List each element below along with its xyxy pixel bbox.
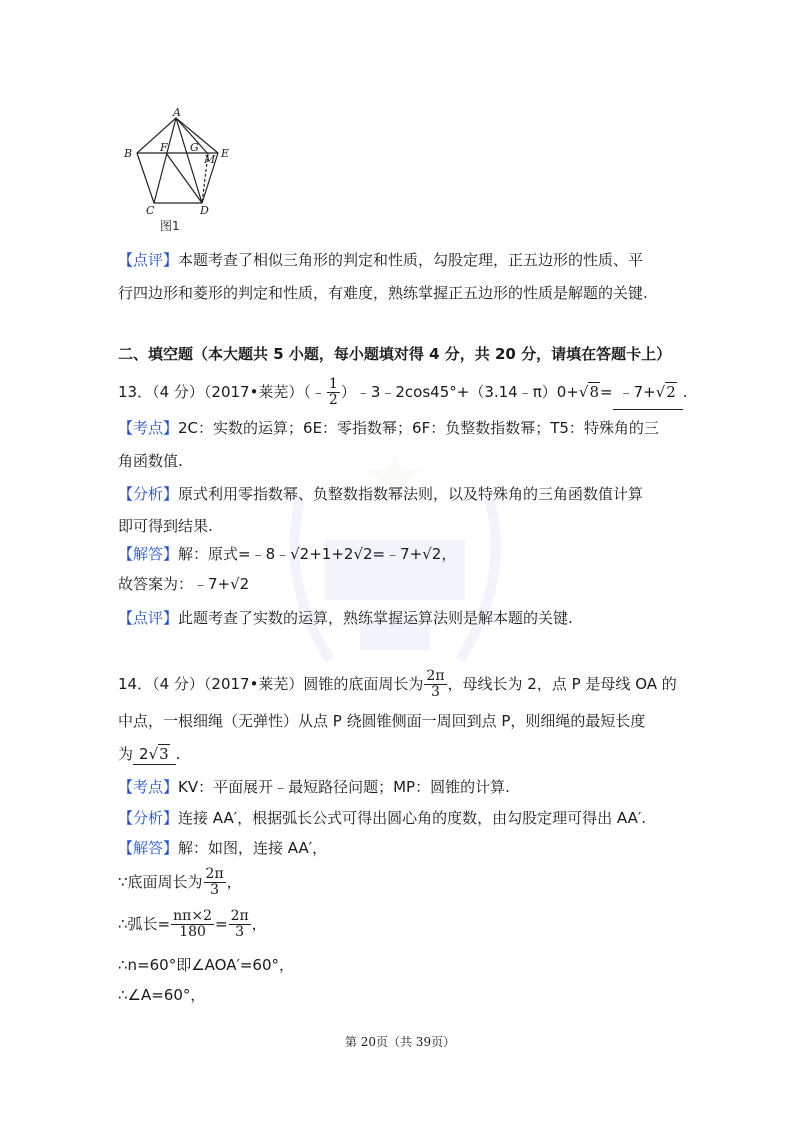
q14-answer: 2√3 [133,744,176,765]
q14-fenxi: 【分析】连接 AA′，根据弧长公式可得出圆心角的度数，由勾股定理可得出 AA′. [118,809,647,827]
label-g: G [190,141,199,154]
q13-sqrt8: √8 [578,383,599,401]
q13-answer: ﹣7+√2 [613,375,683,410]
label-d: D [200,204,209,217]
q13-stem: 13．（4 分）（2017•莱芜）（﹣ $\frac{1}{2}$ ）﹣3﹣2cos45°+（3.14﹣π）0+√8= ﹣7+√2 . [118,376,688,408]
q13-fenxi-line1: 【分析】原式利用零指数幂、负整数指数幂法则，以及特殊角的三角函数值计算 [118,485,644,503]
q13-fraction: $\frac{1}{2}$ [328,376,338,408]
label-a: A [173,106,181,119]
label-e: E [221,147,230,160]
q14-fraction: $\frac{2\pi}{3}$ [426,668,445,700]
prev-comment-line1: 【点评】本题考查了相似三角形的判定和性质，勾股定理，正五边形的性质、平 [118,251,644,269]
q14-stem-line1: 14．（4 分）（2017•莱芜）圆锥的底面周长为 $\frac{2\pi}{3}$ ，母线长为 2，点 P 是母线 OA 的 [118,668,677,700]
section-title: 二、填空题（本大题共 5 小题，每小题填对得 4 分，共 20 分，请填在答题卡上） [118,345,672,363]
figure-caption: 图1 [160,219,180,233]
q13-kaodian-line1: 【考点】2C：实数的运算；6E：零指数幂；6F：负整数指数幂；T5：特殊角的三 [118,419,659,437]
q14-step3: ∴n=60°即∠AOA′=60°， [118,956,295,974]
q13-jieda: 【解答】解：原式=﹣8﹣√2+1+2√2=﹣7+√2， [118,545,457,563]
label-f: F [160,141,168,154]
q13-final-answer: 故答案为：﹣7+√2 [118,575,250,593]
q13-fenxi-line2: 即可得到结果. [118,517,213,535]
page-footer: 第 20页（共 39页） [344,1035,456,1049]
q13-dianping: 【点评】此题考查了实数的运算，熟练掌握运算法则是解本题的关键. [118,609,573,627]
q14-step4: ∴∠A=60°， [118,986,206,1004]
q14-step1: ∵底面周长为 $\frac{2\pi}{3}$ ， [118,866,242,898]
q14-jieda: 【解答】解：如图，连接 AA′， [118,839,328,857]
q14-stem-line2: 中点，一根细绳（无弹性）从点 P 绕圆锥侧面一周回到点 P，则细绳的最短长度 [118,712,646,730]
prev-comment-line2: 行四边形和菱形的判定和性质，有难度，熟练掌握正五边形的性质是解题的关键. [118,284,648,302]
pentagon-figure [118,106,238,234]
q14-stem-line3: 为 2√3 . [118,745,181,763]
label-b: B [124,147,133,160]
q14-kaodian: 【考点】KV：平面展开﹣最短路径问题；MP：圆锥的计算. [118,778,510,796]
label-m: M [204,153,216,166]
label-c: C [146,204,155,217]
tag-dianping: 【点评】 [118,251,179,269]
q13-kaodian-line2: 角函数值. [118,452,183,470]
q14-step2: ∴弧长= $\frac{n\pi\times 2}{180}$ = $\frac{2\pi}{3}$ ， [118,908,267,940]
watermark-logo [270,440,520,700]
